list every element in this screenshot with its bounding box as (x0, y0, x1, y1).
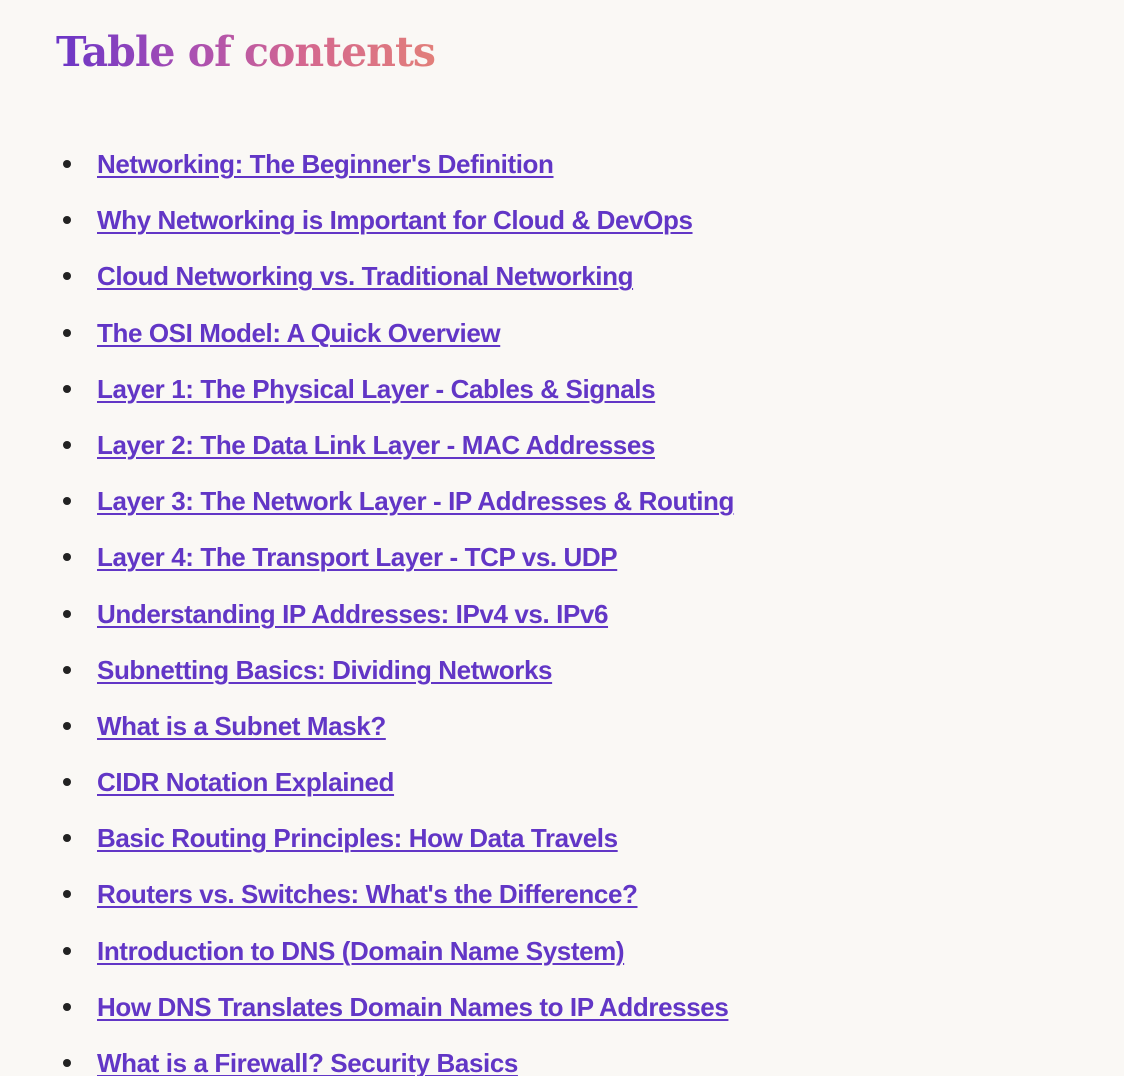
toc-link[interactable]: Why Networking is Important for Cloud & DevOps (97, 205, 693, 236)
bullet-icon (63, 497, 71, 505)
toc-link[interactable]: How DNS Translates Domain Names to IP Addresses (97, 991, 729, 1022)
toc-item (56, 149, 1124, 205)
bullet-icon (63, 778, 71, 786)
toc-link[interactable]: What is a Subnet Mask? (97, 710, 386, 741)
bullet-icon (63, 1059, 71, 1067)
toc-item (56, 261, 1124, 317)
toc-item (56, 936, 1124, 992)
bullet-icon (63, 722, 71, 730)
bullet-icon (63, 890, 71, 898)
toc-link[interactable]: Layer 3: The Network Layer - IP Addresses & Routing (97, 486, 735, 517)
toc-item (56, 542, 1124, 598)
bullet-icon (63, 385, 71, 393)
toc-link[interactable]: Basic Routing Principles: How Data Travels (97, 823, 618, 854)
bullet-icon (63, 553, 71, 561)
toc-item (56, 318, 1124, 374)
toc-item (56, 711, 1124, 767)
toc-link[interactable]: What is a Firewall? Security Basics (97, 1048, 518, 1076)
bullet-icon (63, 666, 71, 674)
toc-title: Table of contents (56, 24, 435, 80)
toc-link[interactable]: Layer 4: The Transport Layer - TCP vs. UDP (97, 542, 618, 573)
bullet-icon (63, 272, 71, 280)
toc-item (56, 655, 1124, 711)
toc-list (56, 149, 1124, 1076)
bullet-icon (63, 834, 71, 842)
toc-item (56, 992, 1124, 1048)
toc-link[interactable]: Introduction to DNS (Domain Name System) (97, 935, 625, 966)
bullet-icon (63, 1003, 71, 1011)
bullet-icon (63, 947, 71, 955)
toc-item (56, 430, 1124, 486)
toc-link[interactable]: Networking: The Beginner's Definition (97, 149, 554, 179)
toc-item (56, 1048, 1124, 1076)
toc-item (56, 879, 1124, 935)
toc-item (56, 767, 1124, 823)
toc-link[interactable]: Layer 2: The Data Link Layer - MAC Addresses (97, 429, 655, 460)
bullet-icon (63, 441, 71, 449)
toc-item (56, 599, 1124, 655)
toc-link[interactable]: The OSI Model: A Quick Overview (97, 317, 501, 348)
toc-link[interactable]: Cloud Networking vs. Traditional Networking (97, 261, 634, 292)
bullet-icon (63, 216, 71, 224)
toc-item (56, 205, 1124, 261)
toc-item (56, 374, 1124, 430)
toc-link[interactable]: Subnetting Basics: Dividing Networks (97, 654, 553, 685)
toc-link[interactable]: Understanding IP Addresses: IPv4 vs. IPv6 (97, 598, 609, 629)
toc-link[interactable]: Layer 1: The Physical Layer - Cables & Signals (97, 373, 656, 404)
toc-item (56, 486, 1124, 542)
bullet-icon (63, 329, 71, 337)
toc-link[interactable]: CIDR Notation Explained (97, 767, 395, 798)
bullet-icon (63, 160, 71, 168)
bullet-icon (63, 610, 71, 618)
toc-item (56, 823, 1124, 879)
toc-link[interactable]: Routers vs. Switches: What's the Difference? (97, 879, 638, 910)
